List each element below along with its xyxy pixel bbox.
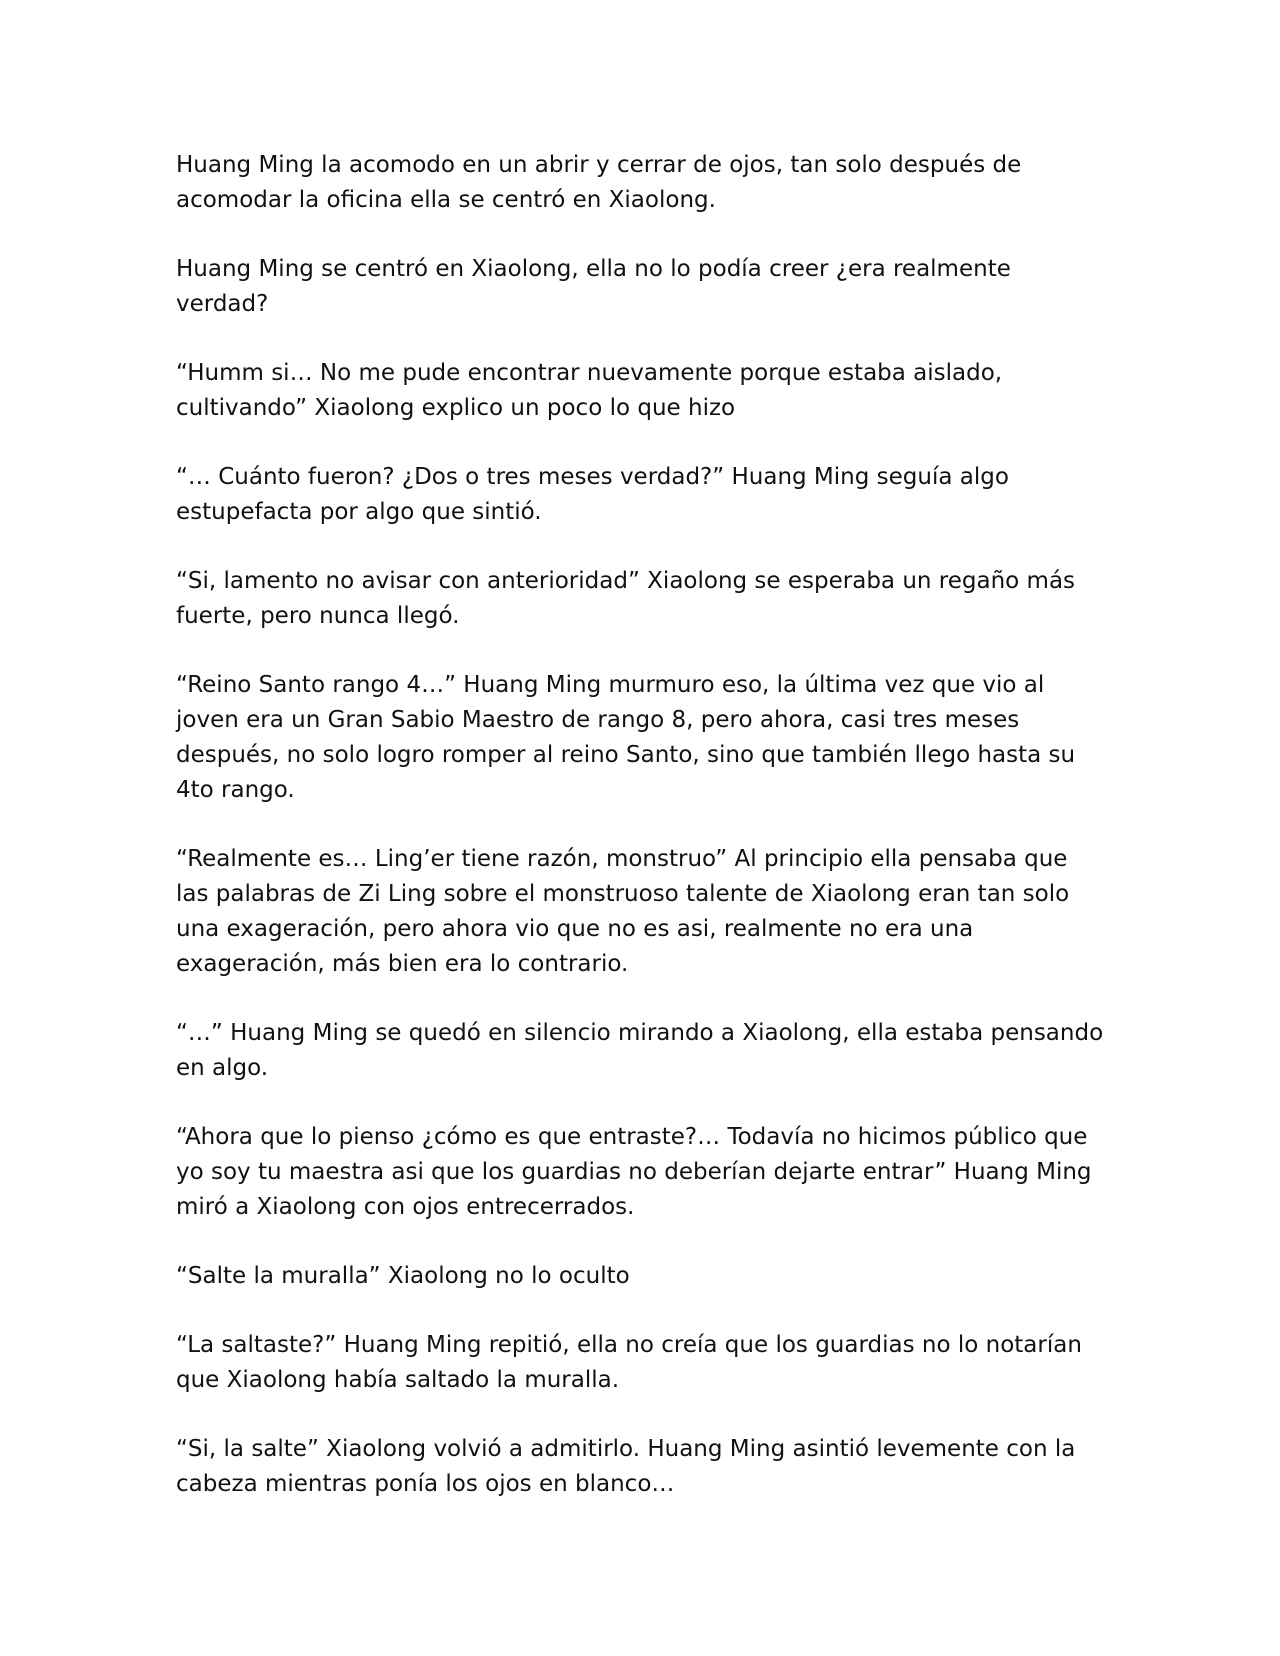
paragraph-7: “Realmente es… Ling’er tiene razón, monstruo” Al principio ella pensaba que las palabras de Zi Ling sobre el monstruoso talente de Xiaolong eran tan solo una exageración, pero ahora vio que no es asi, realmente no era una exageración, más bien era lo contrario. [176,846,1070,977]
paragraph-9: “Ahora que lo pienso ¿cómo es que entraste?… Todavía no hicimos público que yo soy tu maestra asi que los guardias no deberían dejarte entrar” Huang Ming miró a Xiaolong con ojos entrecerrados. [176,1124,1092,1220]
paragraph-12: “Si, la salte” Xiaolong volvió a admitirlo. Huang Ming asintió levemente con la cabeza mientras ponía los ojos en blanco… [176,1436,1076,1497]
paragraph-4: “… Cuánto fueron? ¿Dos o tres meses verdad?” Huang Ming seguía algo estupefacta por algo que sintió. [176,464,1009,525]
paragraph-11: “La saltaste?” Huang Ming repitió, ella no creía que los guardias no lo notarían que Xiaolong había saltado la muralla. [176,1332,1082,1393]
paragraph-2: Huang Ming se centró en Xiaolong, ella no lo podía creer ¿era realmente verdad? [176,256,1011,317]
paragraph-6: “Reino Santo rango 4…” Huang Ming murmuro eso, la última vez que vio al joven era un Gran Sabio Maestro de rango 8, pero ahora, casi tres meses después, no solo logro romper al reino Santo, sino que también llego hasta su 4to rango. [176,672,1076,803]
paragraph-8: “…” Huang Ming se quedó en silencio mirando a Xiaolong, ella estaba pensando en algo. [176,1020,1104,1081]
paragraph-5: “Si, lamento no avisar con anterioridad” Xiaolong se esperaba un regaño más fuerte, pero nunca llegó. [176,568,1076,629]
text-body [176,148,1106,1536]
paragraph-10: “Salte la muralla” Xiaolong no lo oculto [176,1263,630,1289]
paragraph-1: Huang Ming la acomodo en un abrir y cerrar de ojos, tan solo después de acomodar la oficina ella se centró en Xiaolong. [176,152,1022,213]
paragraph-3: “Humm si… No me pude encontrar nuevamente porque estaba aislado, cultivando” Xiaolong explico un poco lo que hizo [176,360,1003,421]
